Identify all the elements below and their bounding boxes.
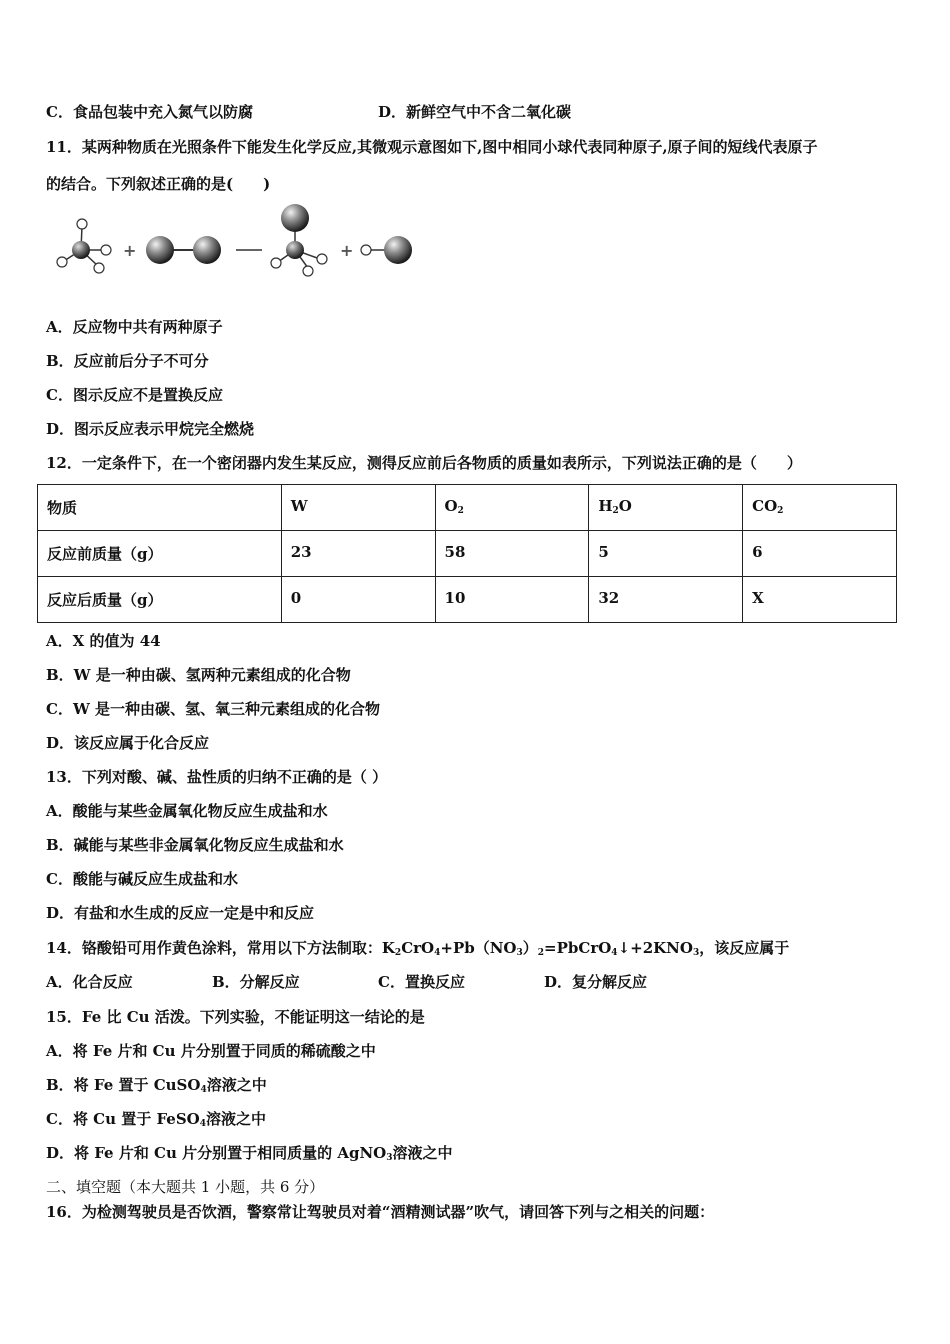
q15-stem: 15．Fe 比 Cu 活泼。下列实验，不能证明这一结论的是 — [46, 1008, 425, 1026]
product-molecule-1 — [271, 204, 327, 276]
table-header-cell: $H_2O$ — [589, 485, 743, 531]
q14-option-a: A．化合反应 — [46, 973, 133, 991]
q15-option-a: A．将 Fe 片和 Cu 片分别置于同质的稀硫酸之中 — [46, 1042, 376, 1060]
q12-option-c: C．W 是一种由碳、氢、氧三种元素组成的化合物 — [46, 700, 381, 718]
q13-option-d: D．有盐和水生成的反应一定是中和反应 — [46, 904, 315, 922]
q13-option-c: C．酸能与碱反应生成盐和水 — [46, 870, 238, 888]
q13-stem: 13．下列对酸、碱、盐性质的归纳不正确的是（ ） — [46, 768, 388, 786]
table-cell: 58 — [435, 531, 589, 577]
q14-stem: 14．铬酸铅可用作黄色涂料，常用以下方法制取：$K_2CrO_4+Pb(NO_3)_2=PbCrO_4↓+2KNO_3$，该反应属于 — [46, 939, 790, 958]
table-header-cell: W — [281, 485, 435, 531]
q12-option-d: D．该反应属于化合反应 — [46, 734, 210, 752]
table-header-cell: 物质 — [38, 485, 282, 531]
q10-option-d: D．新鲜空气中不含二氧化碳 — [378, 103, 572, 121]
table-cell: 反应后质量（g） — [38, 577, 282, 623]
reactant-molecule-2 — [146, 236, 221, 264]
table-header-cell: $O_2$ — [435, 485, 589, 531]
mass-table — [37, 484, 897, 623]
q11-option-b: B．反应前后分子不可分 — [46, 352, 209, 370]
plus-sign-2: + — [340, 241, 354, 260]
q12-option-b: B．W 是一种由碳、氢两种元素组成的化合物 — [46, 666, 351, 684]
q14-option-b: B．分解反应 — [212, 973, 300, 991]
table-cell: X — [743, 577, 897, 623]
product-molecule-2 — [361, 236, 412, 264]
q15-option-d: D．将 Fe 片和 Cu 片分别置于相同质量的 AgNO$_3$溶液之中 — [46, 1144, 453, 1163]
table-cell: 23 — [281, 531, 435, 577]
q11-option-c: C．图示反应不是置换反应 — [46, 386, 223, 404]
reaction-diagram — [52, 204, 416, 284]
section-title: 二、填空题（本大题共 1 小题，共 6 分） — [46, 1178, 325, 1196]
q14-options — [46, 972, 647, 992]
q13-option-b: B．碱能与某些非金属氧化物反应生成盐和水 — [46, 836, 344, 854]
q15-option-c: C．将 Cu 置于 FeSO$_4$溶液之中 — [46, 1110, 267, 1129]
plus-sign-1: + — [123, 241, 137, 260]
table-header-row — [38, 485, 897, 531]
table-cell: 0 — [281, 577, 435, 623]
table-header-cell: $CO_2$ — [743, 485, 897, 531]
table-cell: 10 — [435, 577, 589, 623]
q13-option-a: A．酸能与某些金属氧化物反应生成盐和水 — [46, 802, 328, 820]
table-cell: 32 — [589, 577, 743, 623]
table-row — [38, 577, 897, 623]
q14-option-c: C．置换反应 — [378, 973, 465, 991]
reactant-molecule-1 — [57, 219, 111, 273]
q12-stem: 12．一定条件下，在一个密闭器内发生某反应，测得反应前后各物质的质量如表所示，下列说法正确的是（ ） — [46, 454, 802, 472]
q14-option-d: D．复分解反应 — [544, 973, 648, 991]
table-row — [38, 531, 897, 577]
q15-option-b: B．将 Fe 置于 CuSO$_4$溶液之中 — [46, 1076, 267, 1095]
table-cell: 5 — [589, 531, 743, 577]
q11-option-a: A．反应物中共有两种原子 — [46, 318, 223, 336]
q11-stem-line1: 11．某两种物质在光照条件下能发生化学反应,其微观示意图如下,图中相同小球代表同种原子,原子间的短线代表原子 — [46, 138, 818, 156]
q11-option-d: D．图示反应表示甲烷完全燃烧 — [46, 420, 255, 438]
q11-stem-line2: 的结合。下列叙述正确的是( ) — [46, 175, 271, 193]
q10-option-c: C．食品包装中充入氮气以防腐 — [46, 103, 253, 121]
q12-option-a: A．X 的值为 44 — [46, 632, 161, 650]
table-cell: 6 — [743, 531, 897, 577]
table-cell: 反应前质量（g） — [38, 531, 282, 577]
q16-stem: 16．为检测驾驶员是否饮酒，警察常让驾驶员对着“酒精测试器”吹气，请回答下列与之相关的问题： — [46, 1203, 715, 1221]
